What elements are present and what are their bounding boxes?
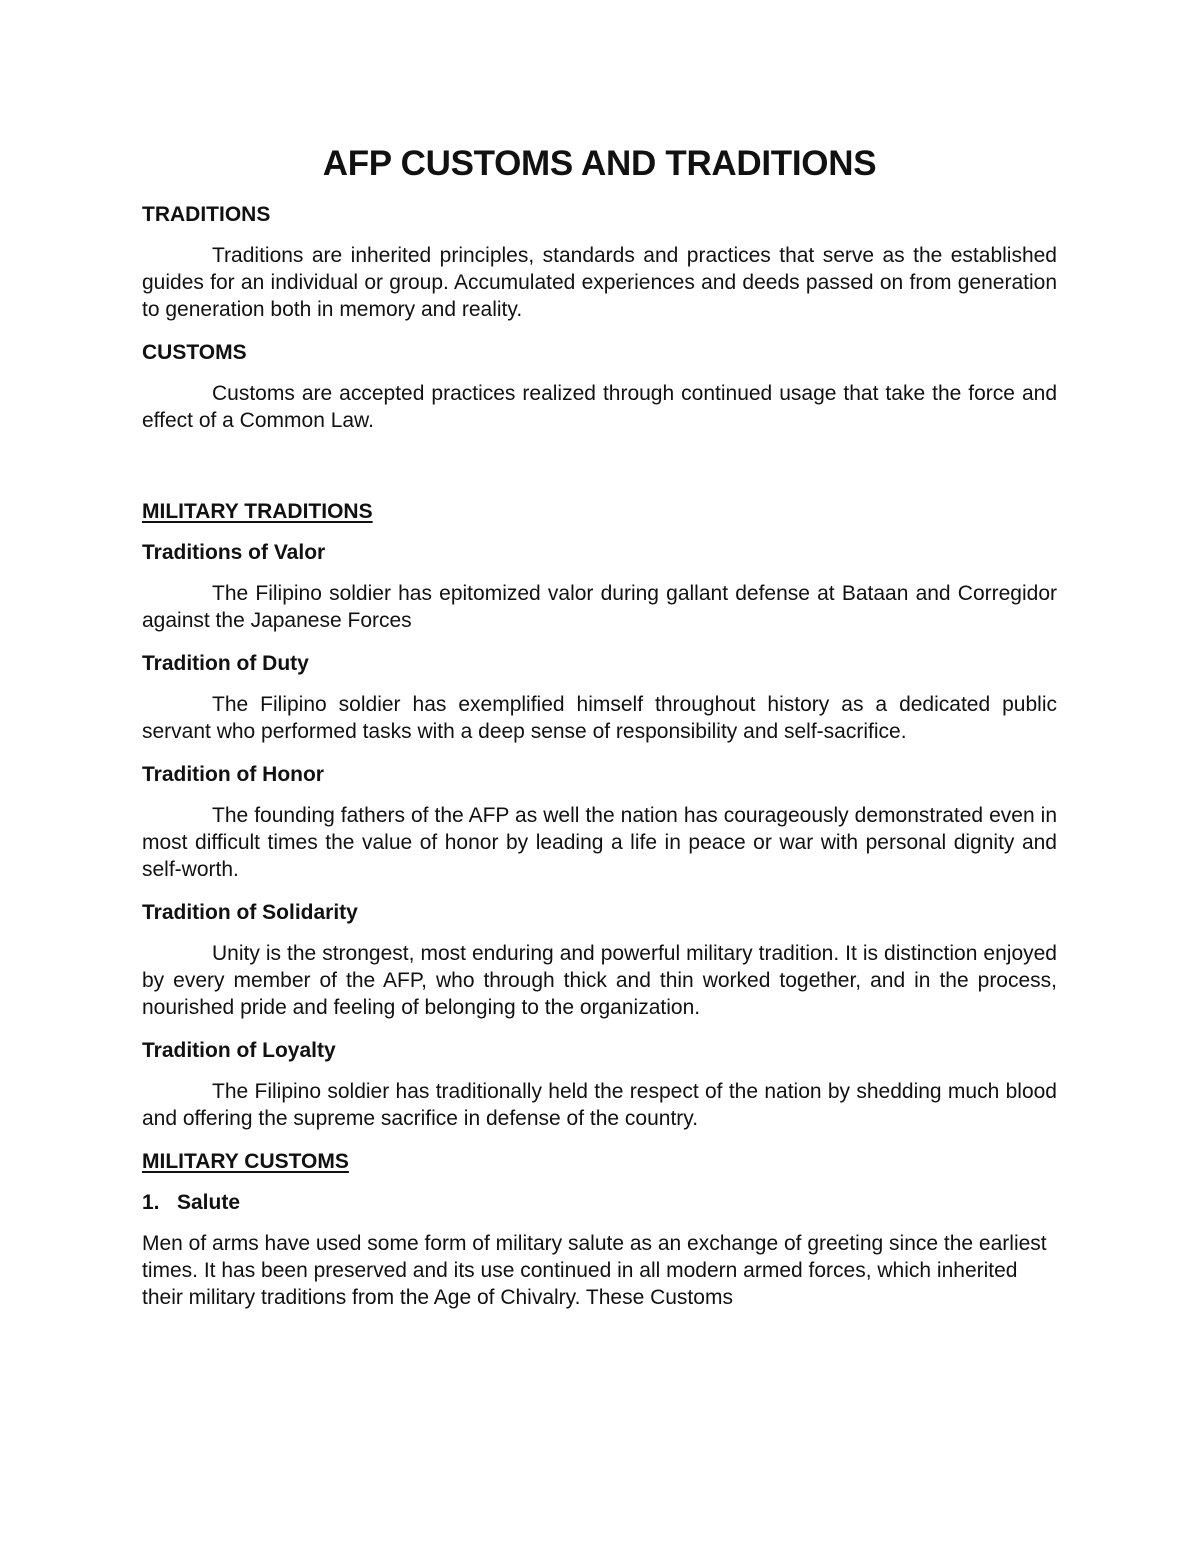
document-title: AFP CUSTOMS AND TRADITIONS xyxy=(322,144,877,183)
section-spacer xyxy=(142,450,1057,498)
tradition-loyalty-heading: Tradition of Loyalty xyxy=(142,1039,336,1062)
tradition-solidarity-heading: Tradition of Solidarity xyxy=(142,901,358,924)
tradition-valor-paragraph: The Filipino soldier has epitomized valor during gallant defense at Bataan and Corregidor against the Japanese Forces xyxy=(142,582,1057,632)
tradition-solidarity-paragraph: Unity is the strongest, most enduring and powerful military tradition. It is distinction enjoyed by every member of the AFP, who through thick and thin worked together, and in the process, nourished pride and feeling of belonging to the organization. xyxy=(142,942,1057,1019)
tradition-honor-heading: Tradition of Honor xyxy=(142,763,324,786)
traditions-paragraph: Traditions are inherited principles, standards and practices that serve as the established guides for an individual or group. Accumulated experiences and deeds passed on from generation to generation both in memory and reality. xyxy=(142,244,1057,321)
tradition-honor-paragraph: The founding fathers of the AFP as well the nation has courageously demonstrated even in most difficult times the value of honor by leading a life in peace or war with personal dignity and self-worth. xyxy=(142,804,1057,881)
military-customs-heading: MILITARY CUSTOMS xyxy=(142,1150,349,1173)
traditions-heading: TRADITIONS xyxy=(142,203,271,226)
customs-heading: CUSTOMS xyxy=(142,341,247,364)
tradition-loyalty-paragraph: The Filipino soldier has traditionally held the respect of the nation by shedding much blood and offering the supreme sacrifice in defense of the country. xyxy=(142,1080,1057,1130)
tradition-duty-paragraph: The Filipino soldier has exemplified himself throughout history as a dedicated public servant who performed tasks with a deep sense of responsibility and self-sacrifice. xyxy=(142,693,1057,743)
customs-paragraph: Customs are accepted practices realized through continued usage that take the force and effect of a Common Law. xyxy=(142,382,1057,432)
custom-salute-paragraph: Men of arms have used some form of military salute as an exchange of greeting since the earliest times. It has been preserved and its use continued in all modern armed forces, which inherited their military traditions from the Age of Chivalry. These Customs xyxy=(142,1232,1047,1309)
tradition-valor-heading: Traditions of Valor xyxy=(142,541,326,564)
tradition-duty-heading: Tradition of Duty xyxy=(142,652,309,675)
military-traditions-heading: MILITARY TRADITIONS xyxy=(142,500,373,523)
document-content xyxy=(142,142,1057,1327)
custom-salute-number: 1. xyxy=(142,1191,160,1214)
custom-salute-heading xyxy=(142,1189,1057,1216)
custom-salute-title: Salute xyxy=(177,1191,241,1214)
